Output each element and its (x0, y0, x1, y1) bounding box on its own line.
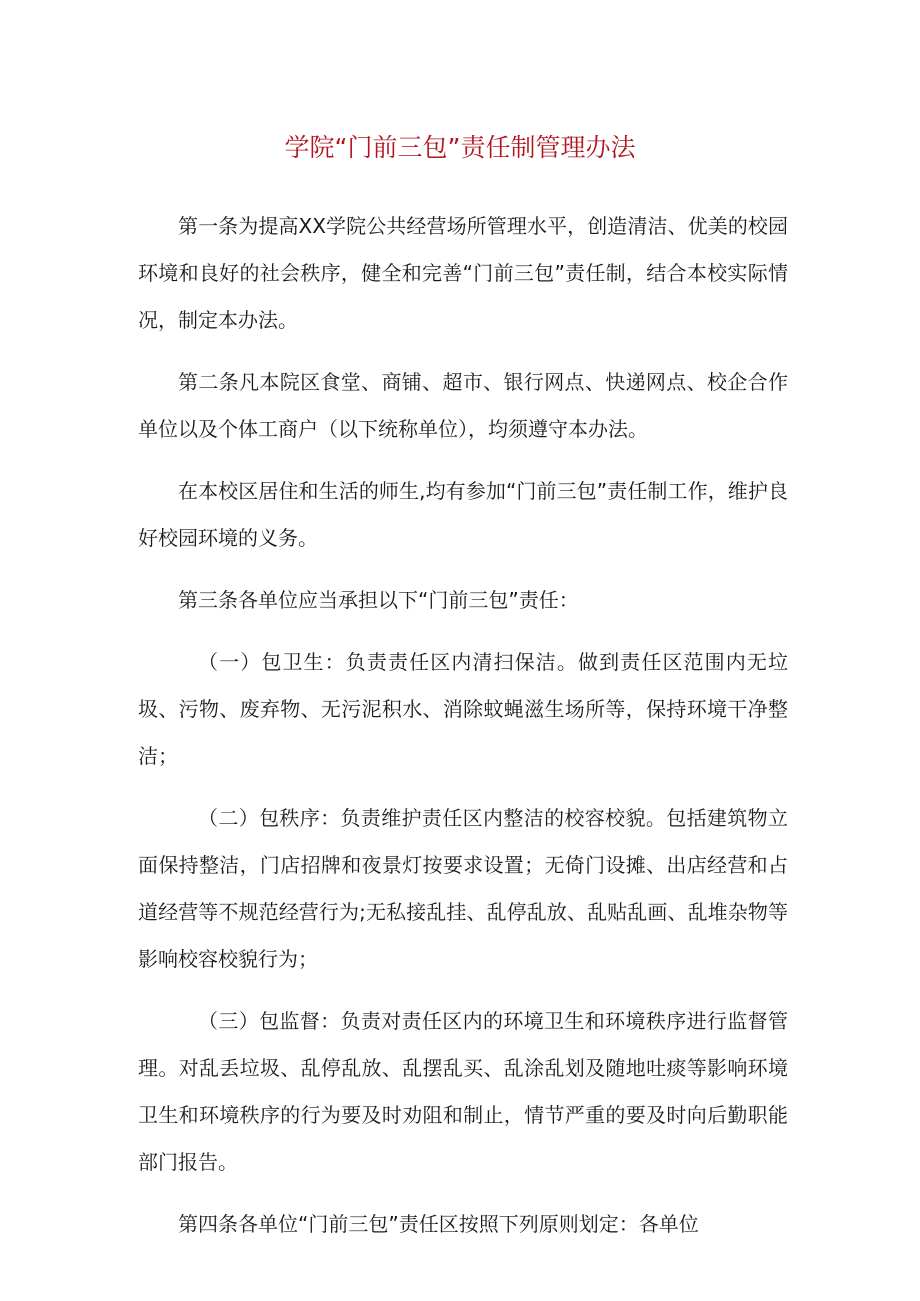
paragraph-article-4: 第四条各单位“门前三包”责任区按照下列原则划定：各单位 (178, 1212, 699, 1236)
document-title: 学院“门前三包”责任制管理办法 (284, 133, 636, 162)
paragraph-article-1: 第一条为提高XX学院公共经营场所管理水平，创造清洁、优美的校园环境和良好的社会秩序，健全和完善“门前三包”责任制，结合本校实际情况，制定本办法。 (138, 214, 788, 332)
paragraph-article-2: 第二条凡本院区食堂、商铺、超市、银行网点、快递网点、校企合作单位以及个体工商户（以下统称单位），均须遵守本办法。 (138, 370, 788, 441)
paragraph-item-order: （二）包秩序：负责维护责任区内整洁的校容校貌。包括建筑物立面保持整洁，门店招牌和夜景灯按要求设置；无倚门设摊、出店经营和占道经营等不规范经营行为;无私接乱挂、乱停乱放、乱贴乱画、乱堆杂物等影响校容校貌行为； (138, 806, 788, 971)
paragraph-item-hygiene: （一）包卫生：负责责任区内清扫保洁。做到责任区范围内无垃圾、污物、废弃物、无污泥积水、消除蚊蝇滋生场所等，保持环境干净整洁； (138, 650, 788, 768)
paragraph-item-supervision: （三）包监督：负责对责任区内的环境卫生和环境秩序进行监督管理。对乱丢垃圾、乱停乱放、乱摆乱买、乱涂乱划及随地吐痰等影响环境卫生和环境秩序的行为要及时劝阻和制止，情节严重的要及时向后勤职能部门报告。 (138, 1009, 788, 1174)
paragraph-article-3: 第三条各单位应当承担以下“门前三包”责任： (178, 588, 579, 612)
paragraph-obligation: 在本校区居住和生活的师生,均有参加“门前三包”责任制工作，维护良好校园环境的义务。 (138, 479, 788, 550)
document-body (138, 203, 788, 1263)
